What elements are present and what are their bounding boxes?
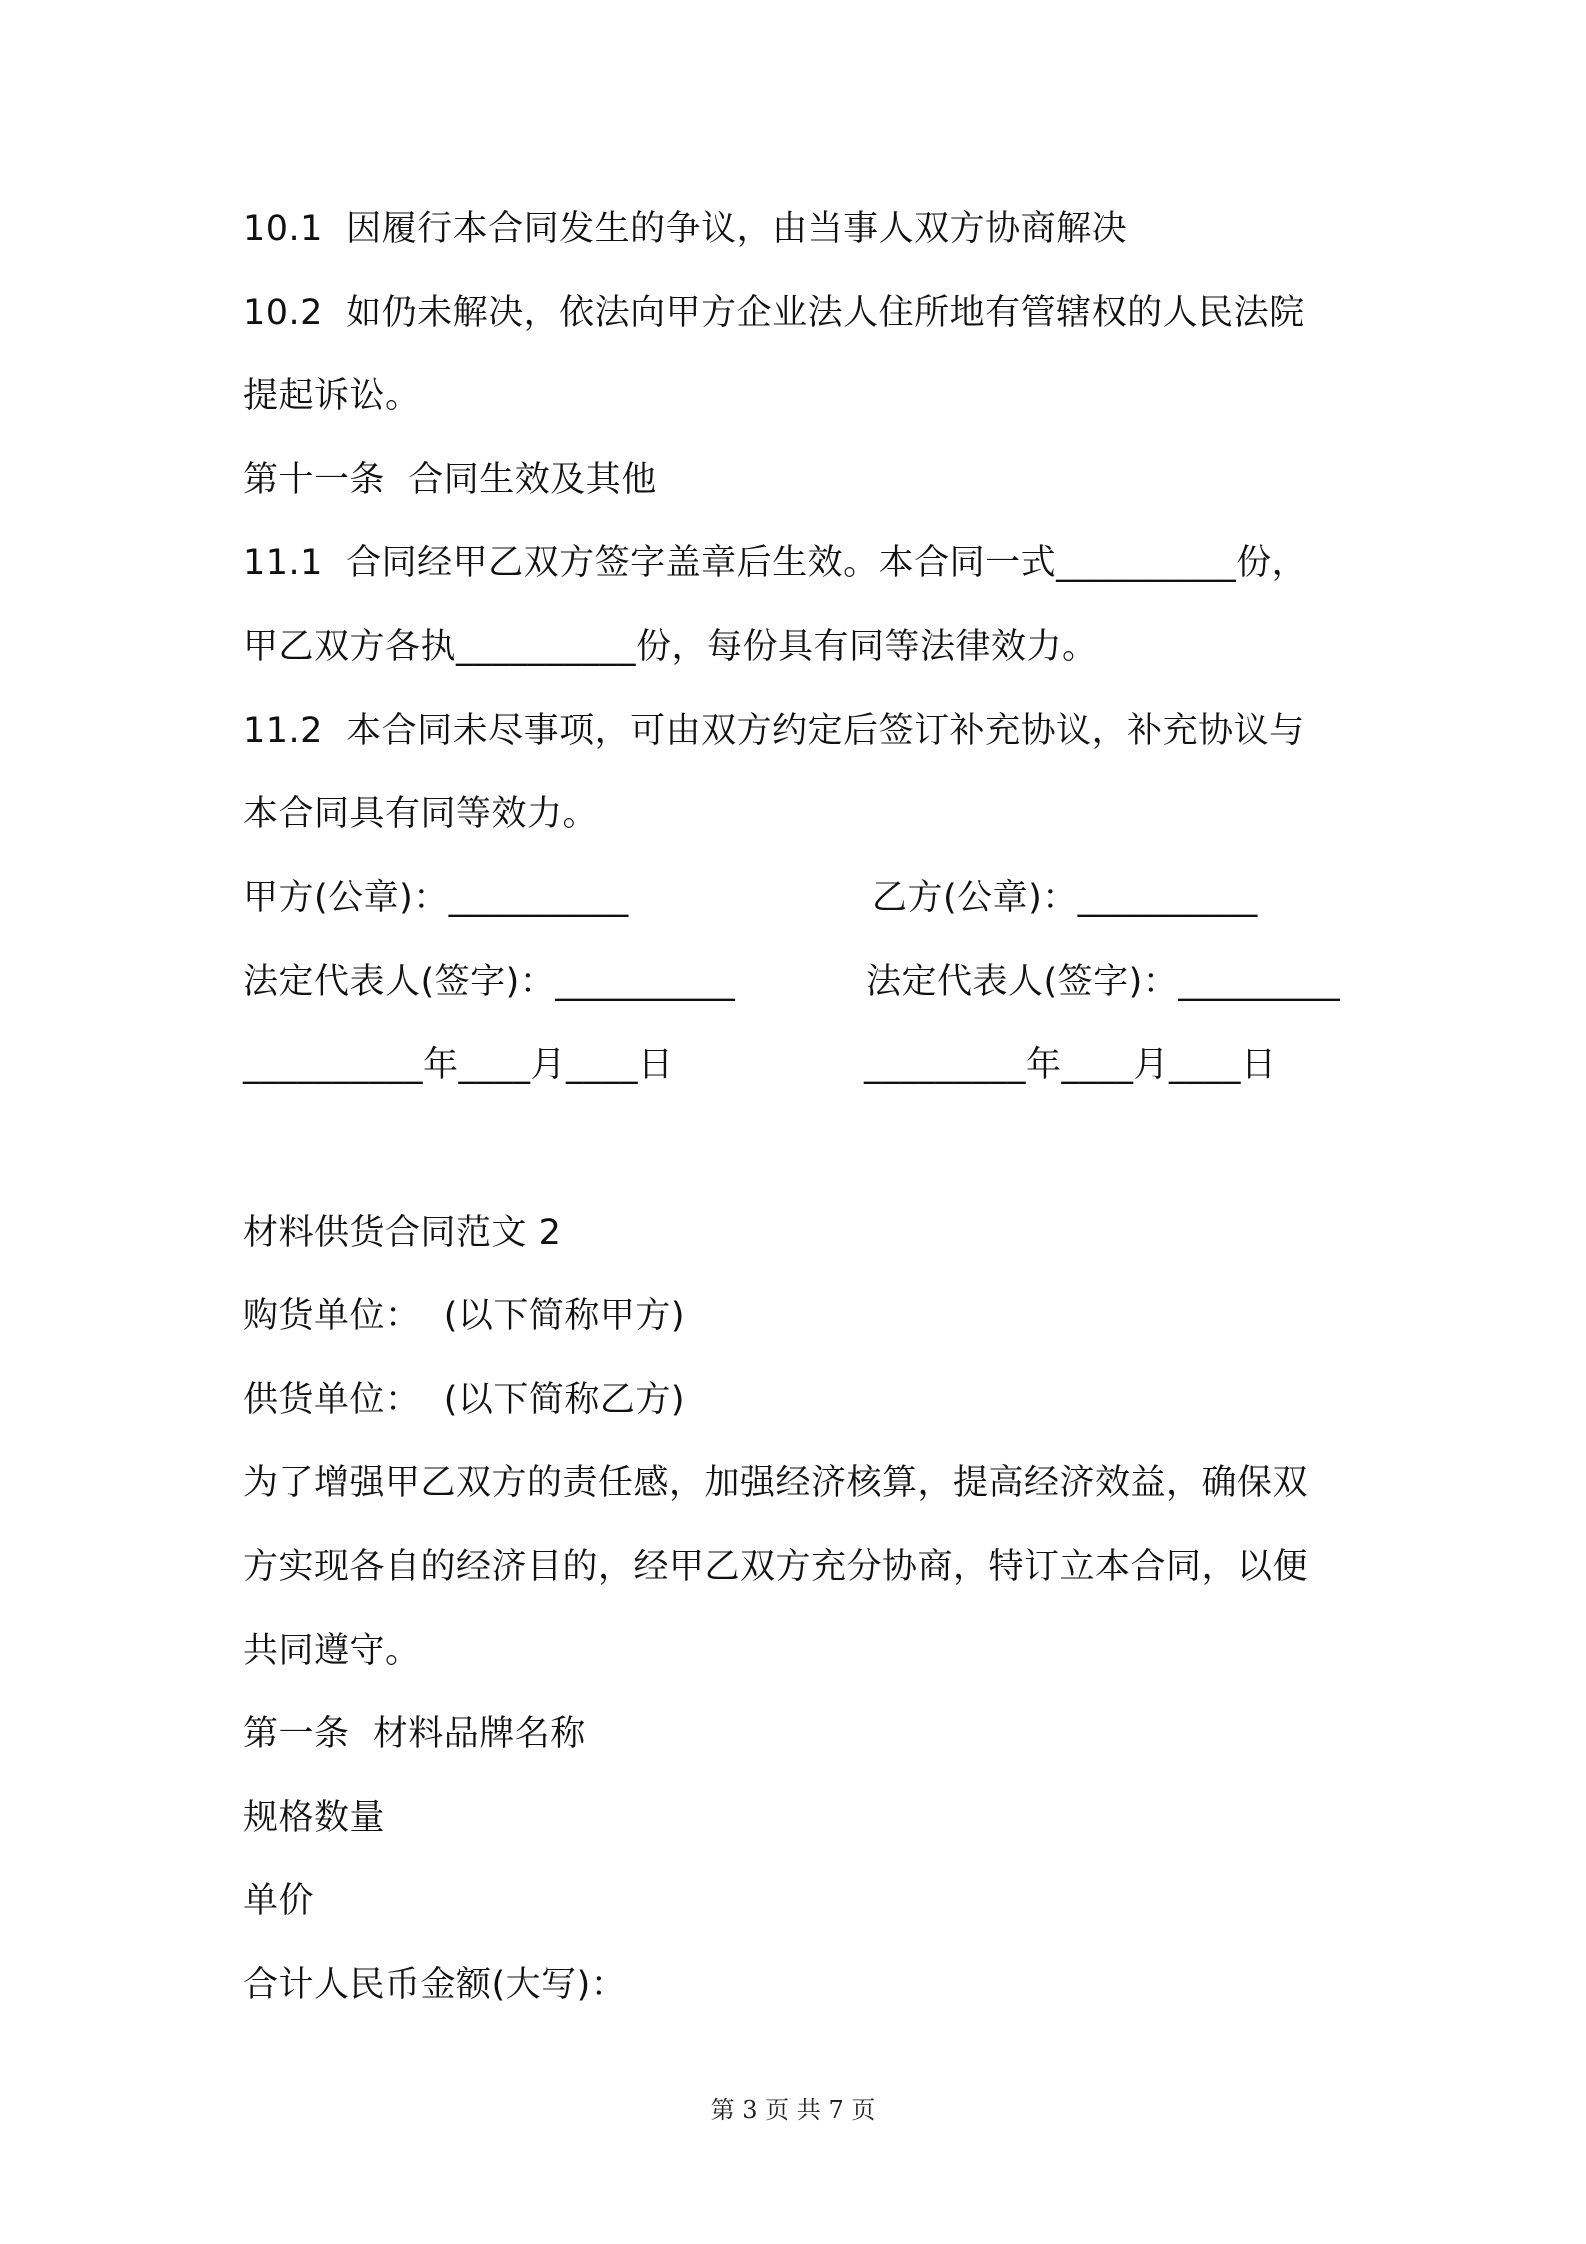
article-1-heading: 第一条 材料品牌名称 (243, 1714, 586, 1754)
clause-11-2: 11.2 本合同未尽事项，可由双方约定后签订补充协议，补充协议与 (243, 711, 1305, 751)
clause-10-2: 10.2 如仍未解决，依法向甲方企业法人住所地有管辖权的人民法院 (243, 293, 1305, 333)
contract-2-title: 材料供货合同范文 2 (243, 1213, 562, 1253)
party-b-seal: 乙方(公章)：__________ (872, 878, 1258, 918)
party-a-representative: 法定代表人(签字)：__________ (243, 962, 736, 1002)
article-11-heading: 第十一条 合同生效及其他 (243, 460, 657, 500)
party-a-seal: 甲方(公章)：__________ (243, 878, 629, 918)
clause-11-1: 11.1 合同经甲乙双方签字盖章后生效。本合同一式__________份， (243, 543, 1308, 583)
unit-price: 单价 (243, 1881, 315, 1921)
total-amount: 合计人民币金额(大写)： (243, 1965, 627, 2005)
party-b-date: _________年____月____日 (864, 1045, 1277, 1085)
clause-10-2-continued: 提起诉讼。 (243, 376, 421, 416)
party-a-date: __________年____月____日 (243, 1045, 674, 1085)
party-b-representative: 法定代表人(签字)：_________ (866, 962, 1341, 1002)
page-footer: 第 3 页 共 7 页 (710, 2096, 876, 2124)
preamble-line-2: 方实现各自的经济目的，经甲乙双方充分协商，特订立本合同，以便 (243, 1547, 1309, 1587)
clause-10-1: 10.1 因履行本合同发生的争议，由当事人双方协商解决 (243, 209, 1128, 249)
spec-quantity: 规格数量 (243, 1798, 386, 1838)
supplier-unit: 供货单位： (以下简称乙方) (243, 1380, 686, 1420)
clause-11-1-continued: 甲乙双方各执__________份，每份具有同等法律效力。 (243, 627, 1098, 667)
preamble-line-1: 为了增强甲乙双方的责任感，加强经济核算，提高经济效益，确保双 (243, 1463, 1309, 1503)
clause-11-2-continued: 本合同具有同等效力。 (243, 794, 599, 834)
preamble-line-3: 共同遵守。 (243, 1631, 421, 1671)
buyer-unit: 购货单位： (以下简称甲方) (243, 1296, 686, 1336)
